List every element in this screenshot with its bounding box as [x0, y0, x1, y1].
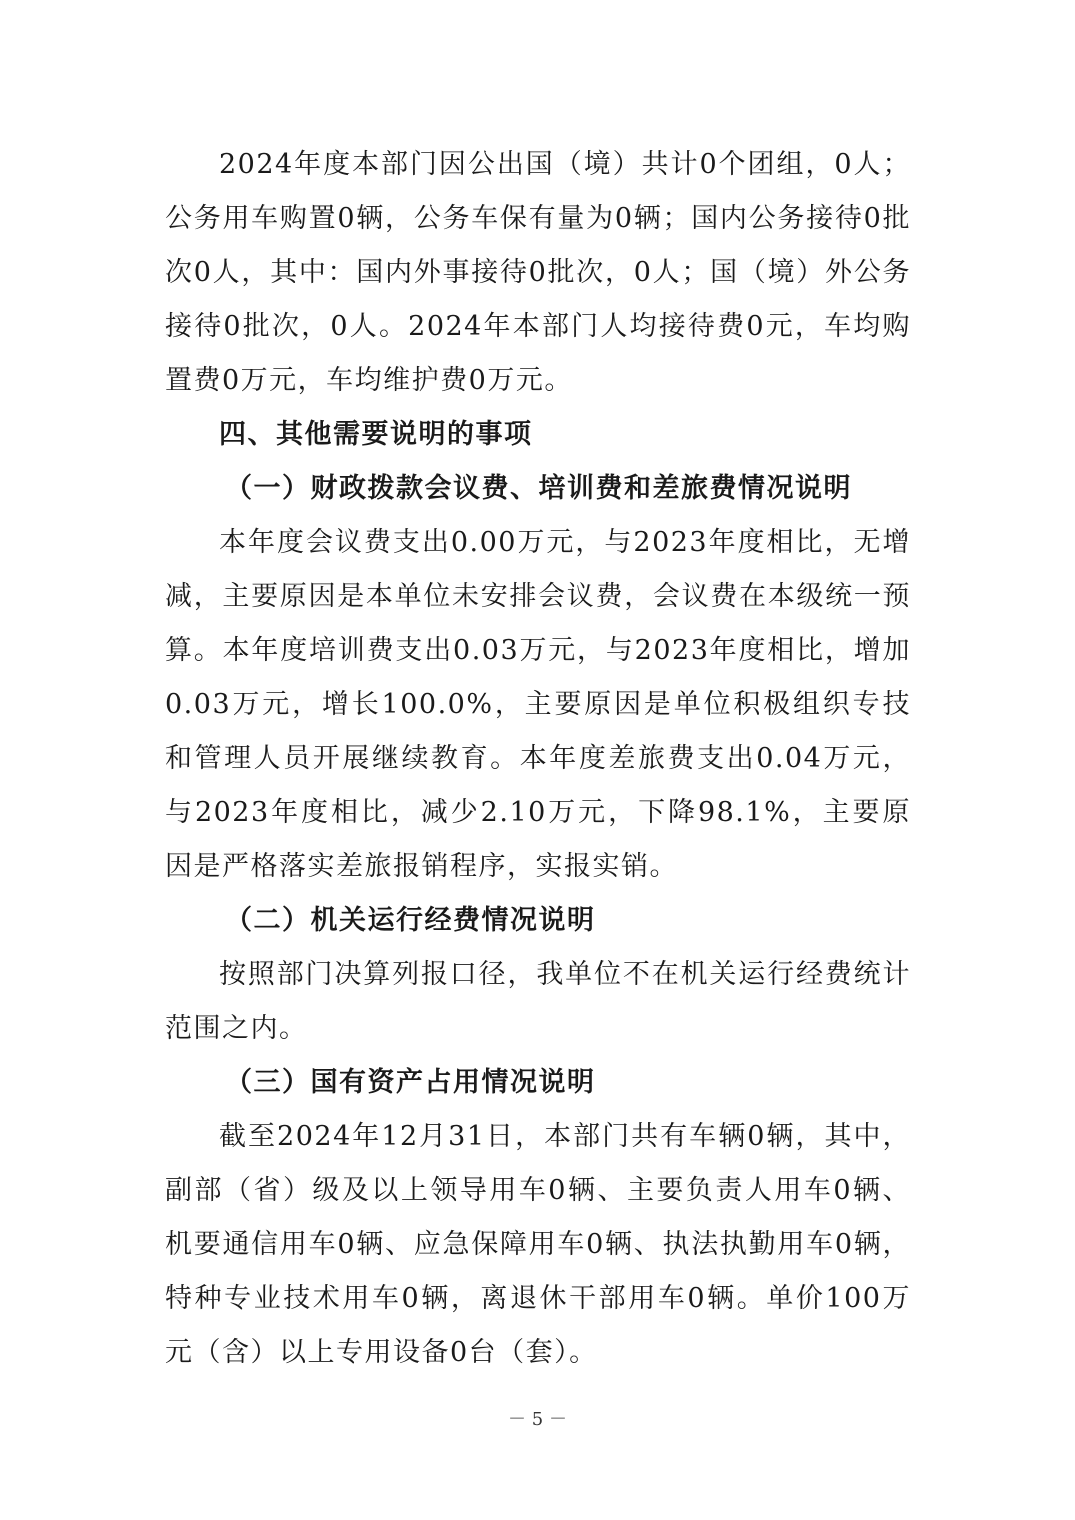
- paragraph-state-assets: 截至2024年12月31日，本部门共有车辆0辆，其中，副部（省）级及以上领导用车0辆、主要负责人用车0辆、机要通信用车0辆、应急保障用车0辆、执法执勤用车0辆，特种专业技术用车0辆，离退休干部用车0辆。单价100万元（含）以上专用设备0台（套）。: [165, 1121, 911, 1368]
- document-body: [165, 138, 911, 1380]
- subsection-heading-operating-expenses: （二）机关运行经费情况说明: [225, 905, 596, 936]
- paragraph-meeting-training-travel: 本年度会议费支出0.00万元，与2023年度相比，无增减，主要原因是本单位未安排会议费，会议费在本级统一预算。本年度培训费支出0.03万元，与2023年度相比，增加0.03万元，增长100.0%，主要原因是单位积极组织专技和管理人员开展继续教育。本年度差旅费支出0.04万元，与2023年度相比，减少2.10万元，下降98.1%，主要原因是严格落实差旅报销程序，实报实销。: [165, 527, 911, 882]
- paragraph-operating-expenses: 按照部门决算列报口径，我单位不在机关运行经费统计范围之内。: [165, 959, 911, 1044]
- paragraph-official-travel-reception: 2024年度本部门因公出国（境）共计0个团组，0人；公务用车购置0辆，公务车保有量为0辆；国内公务接待0批次0人，其中：国内外事接待0批次，0人；国（境）外公务接待0批次，0人。2024年本部门人均接待费0元，车均购置费0万元，车均维护费0万元。: [165, 149, 911, 396]
- subsection-heading-meeting-training-travel: （一）财政拨款会议费、培训费和差旅费情况说明: [225, 473, 852, 504]
- subsection-heading-state-assets: （三）国有资产占用情况说明: [225, 1067, 596, 1098]
- page-number: － 5 －: [508, 1409, 567, 1430]
- section-heading-other-matters: 四、其他需要说明的事项: [219, 419, 533, 450]
